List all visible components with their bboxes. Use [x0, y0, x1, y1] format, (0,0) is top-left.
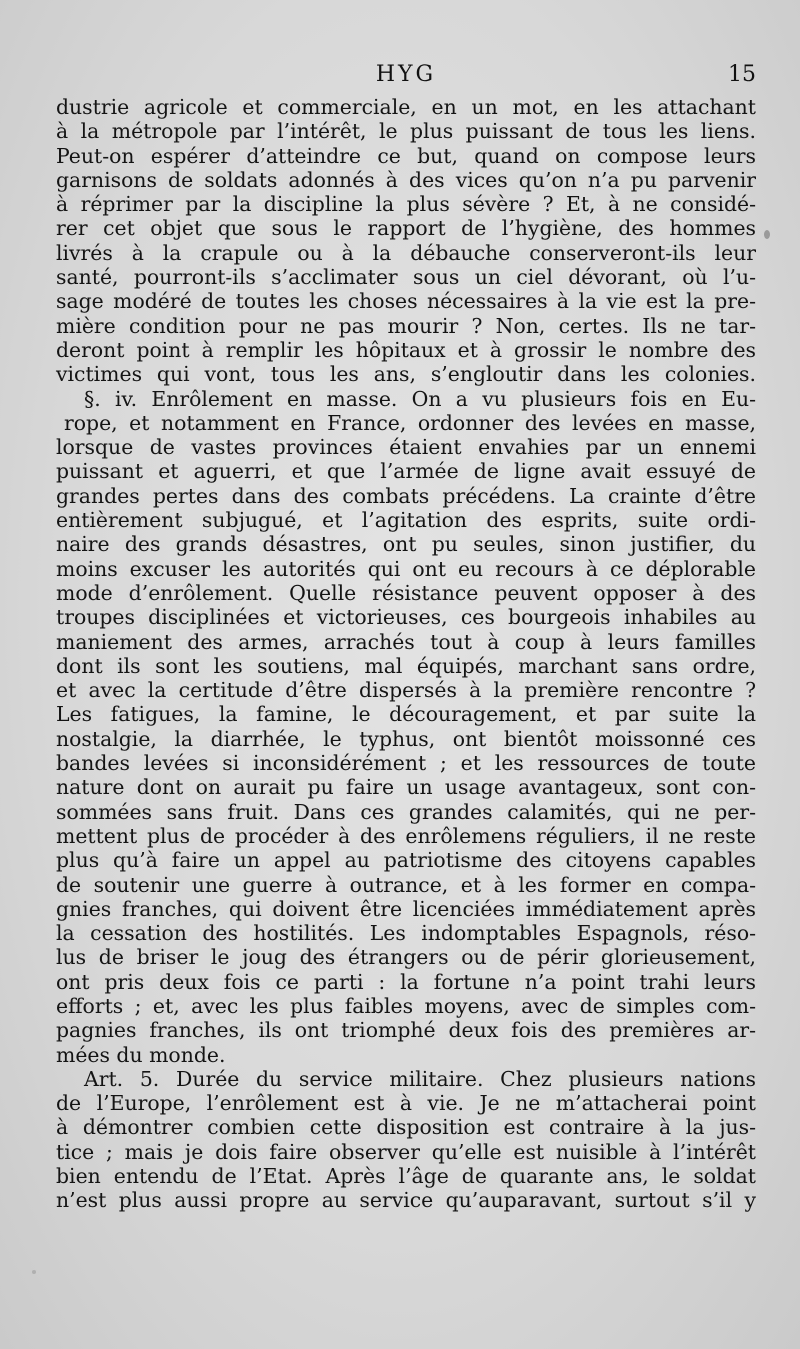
paper-speck [32, 1270, 36, 1274]
text-line: mière condition pour ne pas mourir ? Non, certes. Ils ne tar- [56, 313, 756, 338]
page-number: 15 [728, 62, 756, 87]
text-line: Peut-on espérer d’atteindre ce but, quand on compose leurs [56, 143, 756, 168]
text-line: mode d’enrôlement. Quelle résistance peuvent opposer à des [56, 580, 756, 605]
text-line: victimes qui vont, tous les ans, s’engloutir dans les colonies. [56, 362, 756, 387]
text-line: grandes pertes dans des combats précédens. La crainte d’être [56, 483, 756, 508]
text-line: ont pris deux fois ce parti : la fortune n’a point trahi leurs [56, 969, 756, 994]
body-text [56, 95, 756, 1213]
text-line: santé, pourront-ils s’acclimater sous un ciel dévorant, où l’u- [56, 265, 756, 290]
text-line: troupes disciplinées et victorieuses, ces bourgeois inhabiles au [56, 605, 756, 630]
text-line: garnisons de soldats adonnés à des vices qu’on n’a pu parvenir [56, 167, 756, 192]
text-line: maniement des armes, arrachés tout à coup à leurs familles [56, 629, 756, 654]
text-line: mées du monde. [56, 1042, 226, 1067]
text-line: efforts ; et, avec les plus faibles moyens, avec de simples com- [56, 993, 756, 1018]
text-line: la cessation des hostilités. Les indomptables Espagnols, réso- [56, 921, 756, 946]
text-line: nostalgie, la diarrhée, le typhus, ont bientôt moissonné ces [56, 726, 756, 751]
text-line: deront point à remplir les hôpitaux et à grossir le nombre des [56, 337, 756, 362]
text-line: gnies franches, qui doivent être licenciées immédiatement après [56, 896, 756, 921]
text-line: lorsque de vastes provinces étaient envahies par un ennemi [56, 435, 756, 460]
text-line: tice ; mais je dois faire observer qu’elle est nuisible à l’intérêt [56, 1139, 756, 1164]
text-line: livrés à la crapule ou à la débauche conserveront-ils leur [56, 240, 756, 265]
text-line: sage modéré de toutes les choses nécessaires à la vie est la pre- [56, 289, 756, 314]
text-line: de l’Europe, l’enrôlement est à vie. Je ne m’attacherai point [56, 1091, 756, 1116]
text-line: pagnies franches, ils ont triomphé deux fois des premières ar- [56, 1018, 756, 1043]
text-line: à réprimer par la discipline la plus sévère ? Et, à ne considé- [56, 192, 756, 217]
text-line: sommées sans fruit. Dans ces grandes calamités, qui ne per- [56, 799, 756, 824]
text-line: lus de briser le joug des étrangers ou de périr glorieusement, [56, 945, 756, 970]
text-line: mettent plus de procéder à des enrôlemens réguliers, il ne reste [56, 823, 756, 848]
text-line: à démontrer combien cette disposition est contraire à la jus- [56, 1115, 756, 1140]
text-line: moins excuser les autorités qui ont eu recours à ce déplorable [56, 556, 756, 581]
paper-speck [764, 230, 770, 239]
text-line: de soutenir une guerre à outrance, et à les former en compa- [56, 872, 756, 897]
text-line: plus qu’à faire un appel au patriotisme des citoyens capables [56, 848, 756, 873]
text-line: dustrie agricole et commerciale, en un mot, en les attachant [56, 95, 756, 119]
text-line: rer cet objet que sous le rapport de l’hygiène, des hommes [56, 216, 756, 241]
text-line: et avec la certitude d’être dispersés à la première rencontre ? [56, 678, 756, 703]
text-line: naire des grands désastres, ont pu seules, sinon justifier, du [56, 532, 756, 557]
text-line: n’est plus aussi propre au service qu’auparavant, surtout s’il y [56, 1188, 756, 1213]
article-heading-line: Art. 5. Durée du service militaire. Chez plusieurs nations [84, 1066, 756, 1091]
text-line: dont ils sont les soutiens, mal équipés, marchant sans ordre, [56, 653, 756, 678]
text-line: rope, et notamment en France, ordonner des levées en masse, [64, 410, 756, 435]
text-line: bandes levées si inconsidérément ; et les ressources de toute [56, 751, 756, 776]
text-line: à la métropole par l’intérêt, le plus puissant de tous les liens. [56, 119, 756, 144]
text-line: bien entendu de l’Etat. Après l’âge de quarante ans, le soldat [56, 1164, 756, 1189]
text-line: Les fatigues, la famine, le découragement, et par suite la [56, 702, 756, 727]
text-line: entièrement subjugué, et l’agitation des esprits, suite ordi- [56, 508, 756, 533]
section-heading-line: §. iv. Enrôlement en masse. On a vu plusieurs fois en Eu- [84, 386, 756, 411]
text-line: puissant et aguerri, et que l’armée de ligne avait essuyé de [56, 459, 756, 484]
text-line: nature dont on aurait pu faire un usage avantageux, sont con- [56, 775, 756, 800]
page-header [56, 58, 756, 92]
running-head: HYG [375, 62, 437, 87]
